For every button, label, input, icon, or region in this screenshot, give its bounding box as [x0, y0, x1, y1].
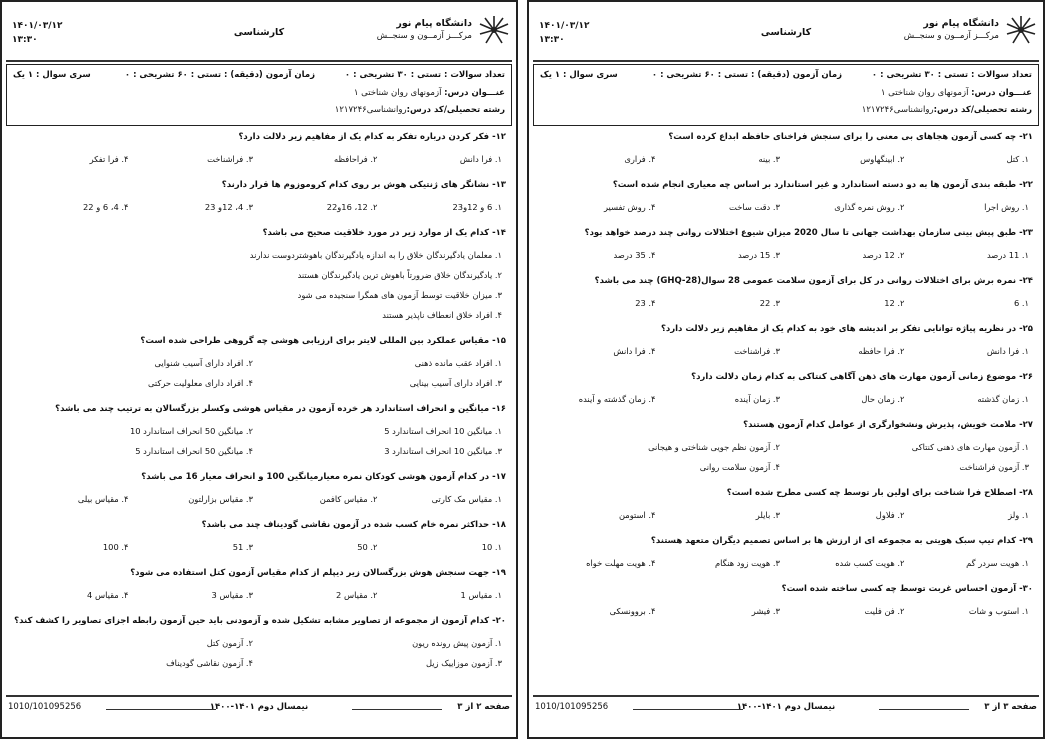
exam-code: 1010/101095256 — [535, 702, 609, 712]
question-series: سری سوال : ۱ یک — [540, 70, 618, 80]
course-title-value: آزمونهای روان شناختی ۱ — [880, 88, 969, 98]
course-title-row — [354, 88, 505, 98]
answer-option[interactable]: ۱. آزمون مهارت های ذهنی کنتاکی — [911, 442, 1029, 452]
answer-option[interactable]: ۳. آزمون موزاییک زیل — [425, 658, 502, 668]
course-title-value: آزمونهای روان شناختی ۱ — [353, 88, 442, 98]
answer-option[interactable]: ۳. افراد دارای آسیب بینایی — [409, 378, 502, 388]
question-text: ۱۴- کدام یک از موارد زیر در مورد خلاقیت صحیح می باشد؟ — [262, 228, 506, 238]
answer-option[interactable]: ۴. فراری — [624, 154, 656, 164]
answer-option[interactable]: ۱. مقیاس مک کارتی — [431, 494, 502, 504]
answer-option[interactable]: ۴. زمان گذشته و آینده — [578, 394, 656, 404]
question-text: ۲۷- ملامت خویش، پذیرش ونشخوارگری از عوامل کدام آزمون هستند؟ — [743, 420, 1033, 430]
page-header — [529, 2, 1043, 64]
exam-code: 1010/101095256 — [8, 702, 82, 712]
answer-option[interactable]: ۴. فرا تفکر — [89, 154, 129, 164]
answer-option[interactable]: ۲. روش نمره گذاری — [834, 202, 905, 212]
question-text: ۳۰- آزمون احساس غربت توسط چه کسی ساخته شده است؟ — [781, 584, 1033, 594]
exam-time: ۱۳:۳۰ — [539, 35, 565, 45]
answer-option[interactable]: ۳. میزان خلاقیت توسط آزمون های همگرا سنجیده می شود — [297, 290, 502, 300]
question-text: ۱۷- در کدام آزمون هوشی کودکان نمره معیارمیانگین 100 و انحراف معیار 16 می باشد؟ — [141, 472, 506, 482]
header-divider — [6, 60, 512, 62]
university-name: دانشگاه پیام نور — [923, 18, 999, 29]
question-text: ۲۳- طبق پیش بینی سازمان بهداشت جهانی تا سال 2020 میزان شیوع اختلالات روانی چند درصد خواهد بود؟ — [584, 228, 1033, 238]
exam-term: نیمسال دوم ۱۴۰۱-۱۴۰۰ — [736, 702, 836, 712]
answer-option[interactable]: ۴. 100 — [102, 542, 129, 552]
question-count: تعداد سوالات : تستی : ۳۰ تشریحی : ۰ — [344, 70, 505, 80]
question-text: ۲۱- چه کسی آزمون هجاهای بی معنی را برای سنجش فراخنای حافظه ابداع کرده است؟ — [668, 132, 1033, 142]
center-name: مرکـــز آزمــون و سنجــش — [376, 31, 472, 41]
footer-rule — [633, 709, 743, 710]
page-footer — [533, 702, 1039, 716]
course-field-label: رشته تحصیلی/کد درس: — [933, 105, 1032, 115]
answer-option[interactable]: ۳. آزمون فراشناخت — [959, 462, 1029, 472]
answer-option[interactable]: ۲. 12، 16و22 — [326, 202, 378, 212]
course-field-label: رشته تحصیلی/کد درس: — [406, 105, 505, 115]
answer-option[interactable]: ۱. فرا دانش — [986, 346, 1029, 356]
exam-date: ۱۴۰۱/۰۳/۱۲ — [539, 21, 590, 31]
answer-option[interactable]: ۳. 22 — [759, 298, 780, 308]
answer-option[interactable]: ۳. 51 — [232, 542, 253, 552]
question-text: ۱۵- مقیاس عملکرد بین المللی لایتر برای ارزیابی هوشی چه گروهی طراحی شده است؟ — [140, 336, 506, 346]
answer-option[interactable]: ۲. فرا حافظه — [858, 346, 905, 356]
answer-option[interactable]: ۳. 15 درصد — [737, 250, 780, 260]
answer-option[interactable]: ۲. مقیاس 2 — [336, 590, 378, 600]
answer-option[interactable]: ۳. فراشناخت — [734, 346, 780, 356]
answer-option[interactable]: ۱. استوب و شات — [968, 606, 1029, 616]
footer-rule — [106, 709, 216, 710]
answer-option[interactable]: ۱. هویت سردر گم — [966, 558, 1029, 568]
course-field-value: روانشناسی۱۲۱۷۲۴۶ — [861, 105, 934, 115]
page-number: صفحه ۲ از ۳ — [457, 702, 510, 712]
answer-option[interactable]: ۱. روش اجرا — [984, 202, 1029, 212]
answer-option[interactable]: ۱. معلمان یادگیرندگان خلاق را به اندازه یادگیرندگان باهوشتردوست ندارند — [249, 250, 502, 260]
answer-option[interactable]: ۱. 11 درصد — [986, 250, 1029, 260]
question-text: ۲۵- در نظریه پیاژه توانایی تفکر بر اندیشه های خود به کدام یک از مفاهیم زیر دلالت دارد؟ — [660, 324, 1033, 334]
answer-option[interactable]: ۴. آزمون سلامت روانی — [699, 462, 780, 472]
answer-option[interactable]: ۴. افراد خلاق انعطاف ناپذیر هستند — [382, 310, 502, 320]
exam-page-3 — [527, 0, 1045, 739]
question-text: ۱۹- جهت سنجش هوش بزرگسالان زیر دیپلم از کدام مقیاس آزمون کتل استفاده می شود؟ — [130, 568, 506, 578]
page-footer — [6, 702, 512, 716]
answer-option[interactable]: ۱. 6 و 12و23 — [452, 202, 502, 212]
answer-option[interactable]: ۴. میانگین 50 انحراف استاندارد 5 — [135, 446, 253, 456]
answer-option[interactable]: ۴. مقیاس بیلی — [77, 494, 129, 504]
course-title-label: عنـــوان درس: — [444, 88, 505, 98]
answer-option[interactable]: ۲. مقیاس کافمن — [319, 494, 378, 504]
question-text: ۲۰- کدام آزمون از مجموعه از تصاویر مشابه تشکیل شده و آزمودنی باید حین آزمون رابطه اجزای تصاویر را کشف کند؟ — [14, 616, 506, 626]
exam-info-box — [533, 64, 1039, 126]
answer-option[interactable]: ۱. فرا دانش — [459, 154, 502, 164]
answer-option[interactable]: ۴. افراد دارای معلولیت حرکتی — [147, 378, 253, 388]
answer-option[interactable]: ۱. ولز — [1008, 510, 1029, 520]
answer-option[interactable]: ۲. آزمون نظم جویی شناختی و هیجانی — [648, 442, 780, 452]
footer-divider — [6, 695, 512, 697]
answer-option[interactable]: ۱. آزمون پیش رونده ریون — [412, 638, 502, 648]
question-text: ۲۸- اصطلاح فرا شناخت برای اولین بار توسط چه کسی مطرح شده است؟ — [726, 488, 1033, 498]
answer-option[interactable]: ۱. افراد عقب مانده ذهنی — [414, 358, 502, 368]
answer-option[interactable]: ۳. مقیاس 3 — [211, 590, 253, 600]
header-divider — [533, 60, 1039, 62]
exam-info-box — [6, 64, 512, 126]
answer-option[interactable]: ۳. هویت زود هنگام — [715, 558, 780, 568]
course-field-row — [862, 105, 1032, 115]
answer-option[interactable]: ۳. بایلر — [755, 510, 780, 520]
answer-option[interactable]: ۴. روش تفسیر — [603, 202, 656, 212]
answer-option[interactable]: ۱. میانگین 10 انحراف استاندارد 5 — [384, 426, 502, 436]
degree-level: کارشناسی — [760, 27, 812, 38]
degree-level: کارشناسی — [233, 27, 285, 38]
answer-option[interactable]: ۲. 50 — [357, 542, 378, 552]
page-header — [2, 2, 516, 64]
center-name: مرکـــز آزمــون و سنجــش — [903, 31, 999, 41]
answer-option[interactable]: ۲. 12 درصد — [862, 250, 905, 260]
answer-option[interactable]: ۲. افراد دارای آسیب شنوایی — [154, 358, 253, 368]
course-title-label: عنـــوان درس: — [971, 88, 1032, 98]
exam-datetime — [12, 19, 63, 47]
question-count: تعداد سوالات : تستی : ۳۰ تشریحی : ۰ — [871, 70, 1032, 80]
answer-option[interactable]: ۲. فلاول — [875, 510, 905, 520]
question-text: ۱۳- نشانگر های ژنتیکی هوش بر روی کدام کروموزوم ها قرار دارند؟ — [221, 180, 506, 190]
answer-option[interactable]: ۴. آزمون نقاشی گودیناف — [166, 658, 253, 668]
exam-duration: زمان آزمون (دقیقه) : تستی : ۶۰ تشریحی : ۰ — [651, 70, 842, 80]
question-series: سری سوال : ۱ یک — [13, 70, 91, 80]
exam-term: نیمسال دوم ۱۴۰۱-۱۴۰۰ — [209, 702, 309, 712]
answer-option[interactable]: ۳. زمان آینده — [734, 394, 780, 404]
university-name: دانشگاه پیام نور — [396, 18, 472, 29]
answer-option[interactable]: ۲. 12 — [884, 298, 905, 308]
question-text: ۲۶- موضوع زمانی آزمون مهارت های ذهن آگاهی کنتاکی به کدام زمان دلالت دارد؟ — [691, 372, 1033, 382]
exam-page-2 — [0, 0, 518, 739]
question-text: ۱۲- فکر کردن درباره تفکر به کدام یک از مفاهیم زیر دلالت دارد؟ — [238, 132, 506, 142]
answer-option[interactable]: ۲. فراحافظه — [334, 154, 378, 164]
answer-option[interactable]: ۲. آزمون کتل — [206, 638, 253, 648]
answer-option[interactable]: ۴. 23 — [635, 298, 656, 308]
answer-option[interactable]: ۴. 4، 6 و 22 — [83, 202, 129, 212]
answer-option[interactable]: ۲. هویت کسب شده — [835, 558, 905, 568]
exam-duration: زمان آزمون (دقیقه) : تستی : ۶۰ تشریحی : ۰ — [124, 70, 315, 80]
answer-option[interactable]: ۳. 4، 12و 23 — [204, 202, 253, 212]
course-field-row — [335, 105, 505, 115]
answer-option[interactable]: ۱. زمان گذشته — [977, 394, 1029, 404]
answer-option[interactable]: ۳. دقت ساخت — [729, 202, 780, 212]
question-text: ۲۹- کدام تیپ سبک هویتی به مجموعه ای از ارزش ها بر اساس تصمیم دیگران متعهد هستند؟ — [650, 536, 1033, 546]
answer-option[interactable]: ۳. فراشناخت — [207, 154, 253, 164]
question-text: ۲۲- طبقه بندی آزمون ها به دو دسته استاندارد و غیر استاندارد بر اساس چه معیاری انجام شده است؟ — [612, 180, 1033, 190]
answer-option[interactable]: ۴. 35 درصد — [613, 250, 656, 260]
answer-option[interactable]: ۲. فن فلیت — [864, 606, 905, 616]
footer-divider — [533, 695, 1039, 697]
answer-option[interactable]: ۳. بینه — [758, 154, 780, 164]
exam-time: ۱۳:۳۰ — [12, 35, 38, 45]
page-number: صفحه ۳ از ۳ — [984, 702, 1037, 712]
answer-option[interactable]: ۱. کتل — [1006, 154, 1029, 164]
answer-option[interactable]: ۴. بروونسکی — [609, 606, 656, 616]
answer-option[interactable]: ۲. زمان حال — [861, 394, 905, 404]
answer-option[interactable]: ۴. مقیاس 4 — [87, 590, 129, 600]
answer-option[interactable]: ۳. مقیاس بزارلتون — [188, 494, 253, 504]
answer-option[interactable]: ۲. ابینگهاوس — [860, 154, 905, 164]
question-text: ۲۴- نمره برش برای اختلالات روانی در کل برای آزمون سلامت عمومی 28 سوال(GHQ-28) چند می باشد؟ — [594, 276, 1033, 286]
answer-option[interactable]: ۳. میانگین 10 انحراف استاندارد 3 — [384, 446, 502, 456]
answer-option[interactable]: ۲. یادگیرندگان خلاق ضرورتاً باهوش ترین یادگیرندگان هستند — [297, 270, 502, 280]
question-text: ۱۶- میانگین و انحراف استاندارد هر خرده آزمون در مقیاس هوشی وکسلر بزرگسالان به ترتیب چند می باشد؟ — [55, 404, 506, 414]
exam-datetime — [539, 19, 590, 47]
answer-option[interactable]: ۴. هویت مهلت خواه — [586, 558, 656, 568]
answer-option[interactable]: ۱. 6 — [1013, 298, 1029, 308]
course-title-row — [881, 88, 1032, 98]
answer-option[interactable]: ۴. استومن — [618, 510, 656, 520]
course-field-value: روانشناسی۱۲۱۷۲۴۶ — [334, 105, 407, 115]
question-text: ۱۸- حداکثر نمره خام کسب شده در آزمون نقاشی گودیناف چند می باشد؟ — [201, 520, 506, 530]
exam-date: ۱۴۰۱/۰۳/۱۲ — [12, 21, 63, 31]
answer-option[interactable]: ۴. فرا دانش — [613, 346, 656, 356]
answer-option[interactable]: ۱. مقیاس 1 — [460, 590, 502, 600]
answer-option[interactable]: ۱. 10 — [481, 542, 502, 552]
answer-option[interactable]: ۳. فیشر — [751, 606, 780, 616]
answer-option[interactable]: ۲. میانگین 50 انحراف استاندارد 10 — [129, 426, 253, 436]
